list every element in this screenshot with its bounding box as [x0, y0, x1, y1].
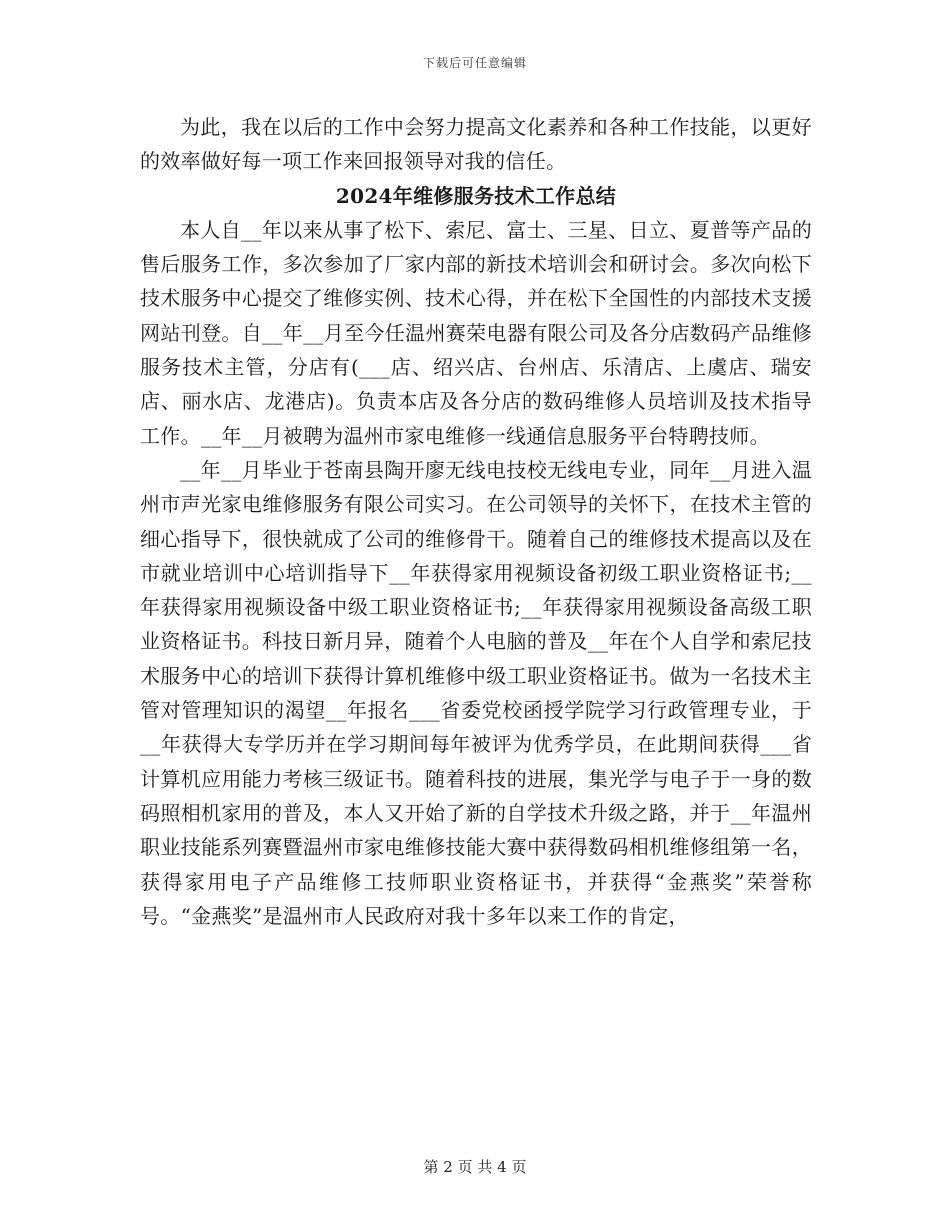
paragraph-education-certificates: __年__月毕业于苍南县陶开廖无线电技校无线电专业，同年__月进入温州市声光家电维修服务有限公司实习。在公司领导的关怀下，在技术主管的细心指导下，很快就成了公司的维修骨干。随着自己的维修技术提高以及在市就业培训中心培训指导下__年获得家用视频设备初级工职业资格证书;__年获得家用视频设备中级工职业资格证书;__年获得家用视频设备高级工职业资格证书。科技日新月异，随着个人电脑的普及__年在个人自学和索尼技术服务中心的培训下获得计算机维修中级工职业资格证书。做为一名技术主管对管理知识的渴望__年报名___省委党校函授学院学习行政管理专业，于__年获得大专学历并在学习期间每年被评为优秀学员，在此期间获得___省计算机应用能力考核三级证书。随着科技的进展，集光学与电子于一身的数码照相机家用的普及，本人又开始了新的自学技术升级之路，并于__年温州职业技能系列赛暨温州市家电维修技能大赛中获得数码相机维修组第一名，获得家用电子产品维修工技师职业资格证书，并获得“金燕奖”荣誉称号。“金燕奖”是温州市人民政府对我十多年以来工作的肯定， — [140, 457, 812, 928]
header-note: 下载后可任意编辑 — [422, 56, 527, 70]
paragraph-work-history: 本人自__年以来从事了松下、索尼、富士、三星、日立、夏普等产品的售后服务工作，多次参加了厂家内部的新技术培训会和研讨会。多次向松下技术服务中心提交了维修实例、技术心得，并在松下全国性的内部技术支援网站刊登。自__年__月至今任温州赛荣电器有限公司及各分店数码产品维修服务技术主管，分店有(___店、绍兴店、台州店、乐清店、上虞店、瑞安店、丽水店、龙港店)。负责本店及各分店的数码维修人员培训及技术指导工作。__年__月被聘为温州市家电维修一线通信息服务平台特聘技师。 — [140, 217, 812, 448]
page-number-footer: 第 2 页 共 4 页 — [423, 1158, 527, 1176]
document-body — [140, 110, 812, 933]
document-title: 2024年维修服务技术工作总结 — [335, 183, 617, 208]
intro-paragraph: 为此，我在以后的工作中会努力提高文化素养和各种工作技能，以更好的效率做好每一项工作来回报领导对我的信任。 — [140, 115, 812, 174]
